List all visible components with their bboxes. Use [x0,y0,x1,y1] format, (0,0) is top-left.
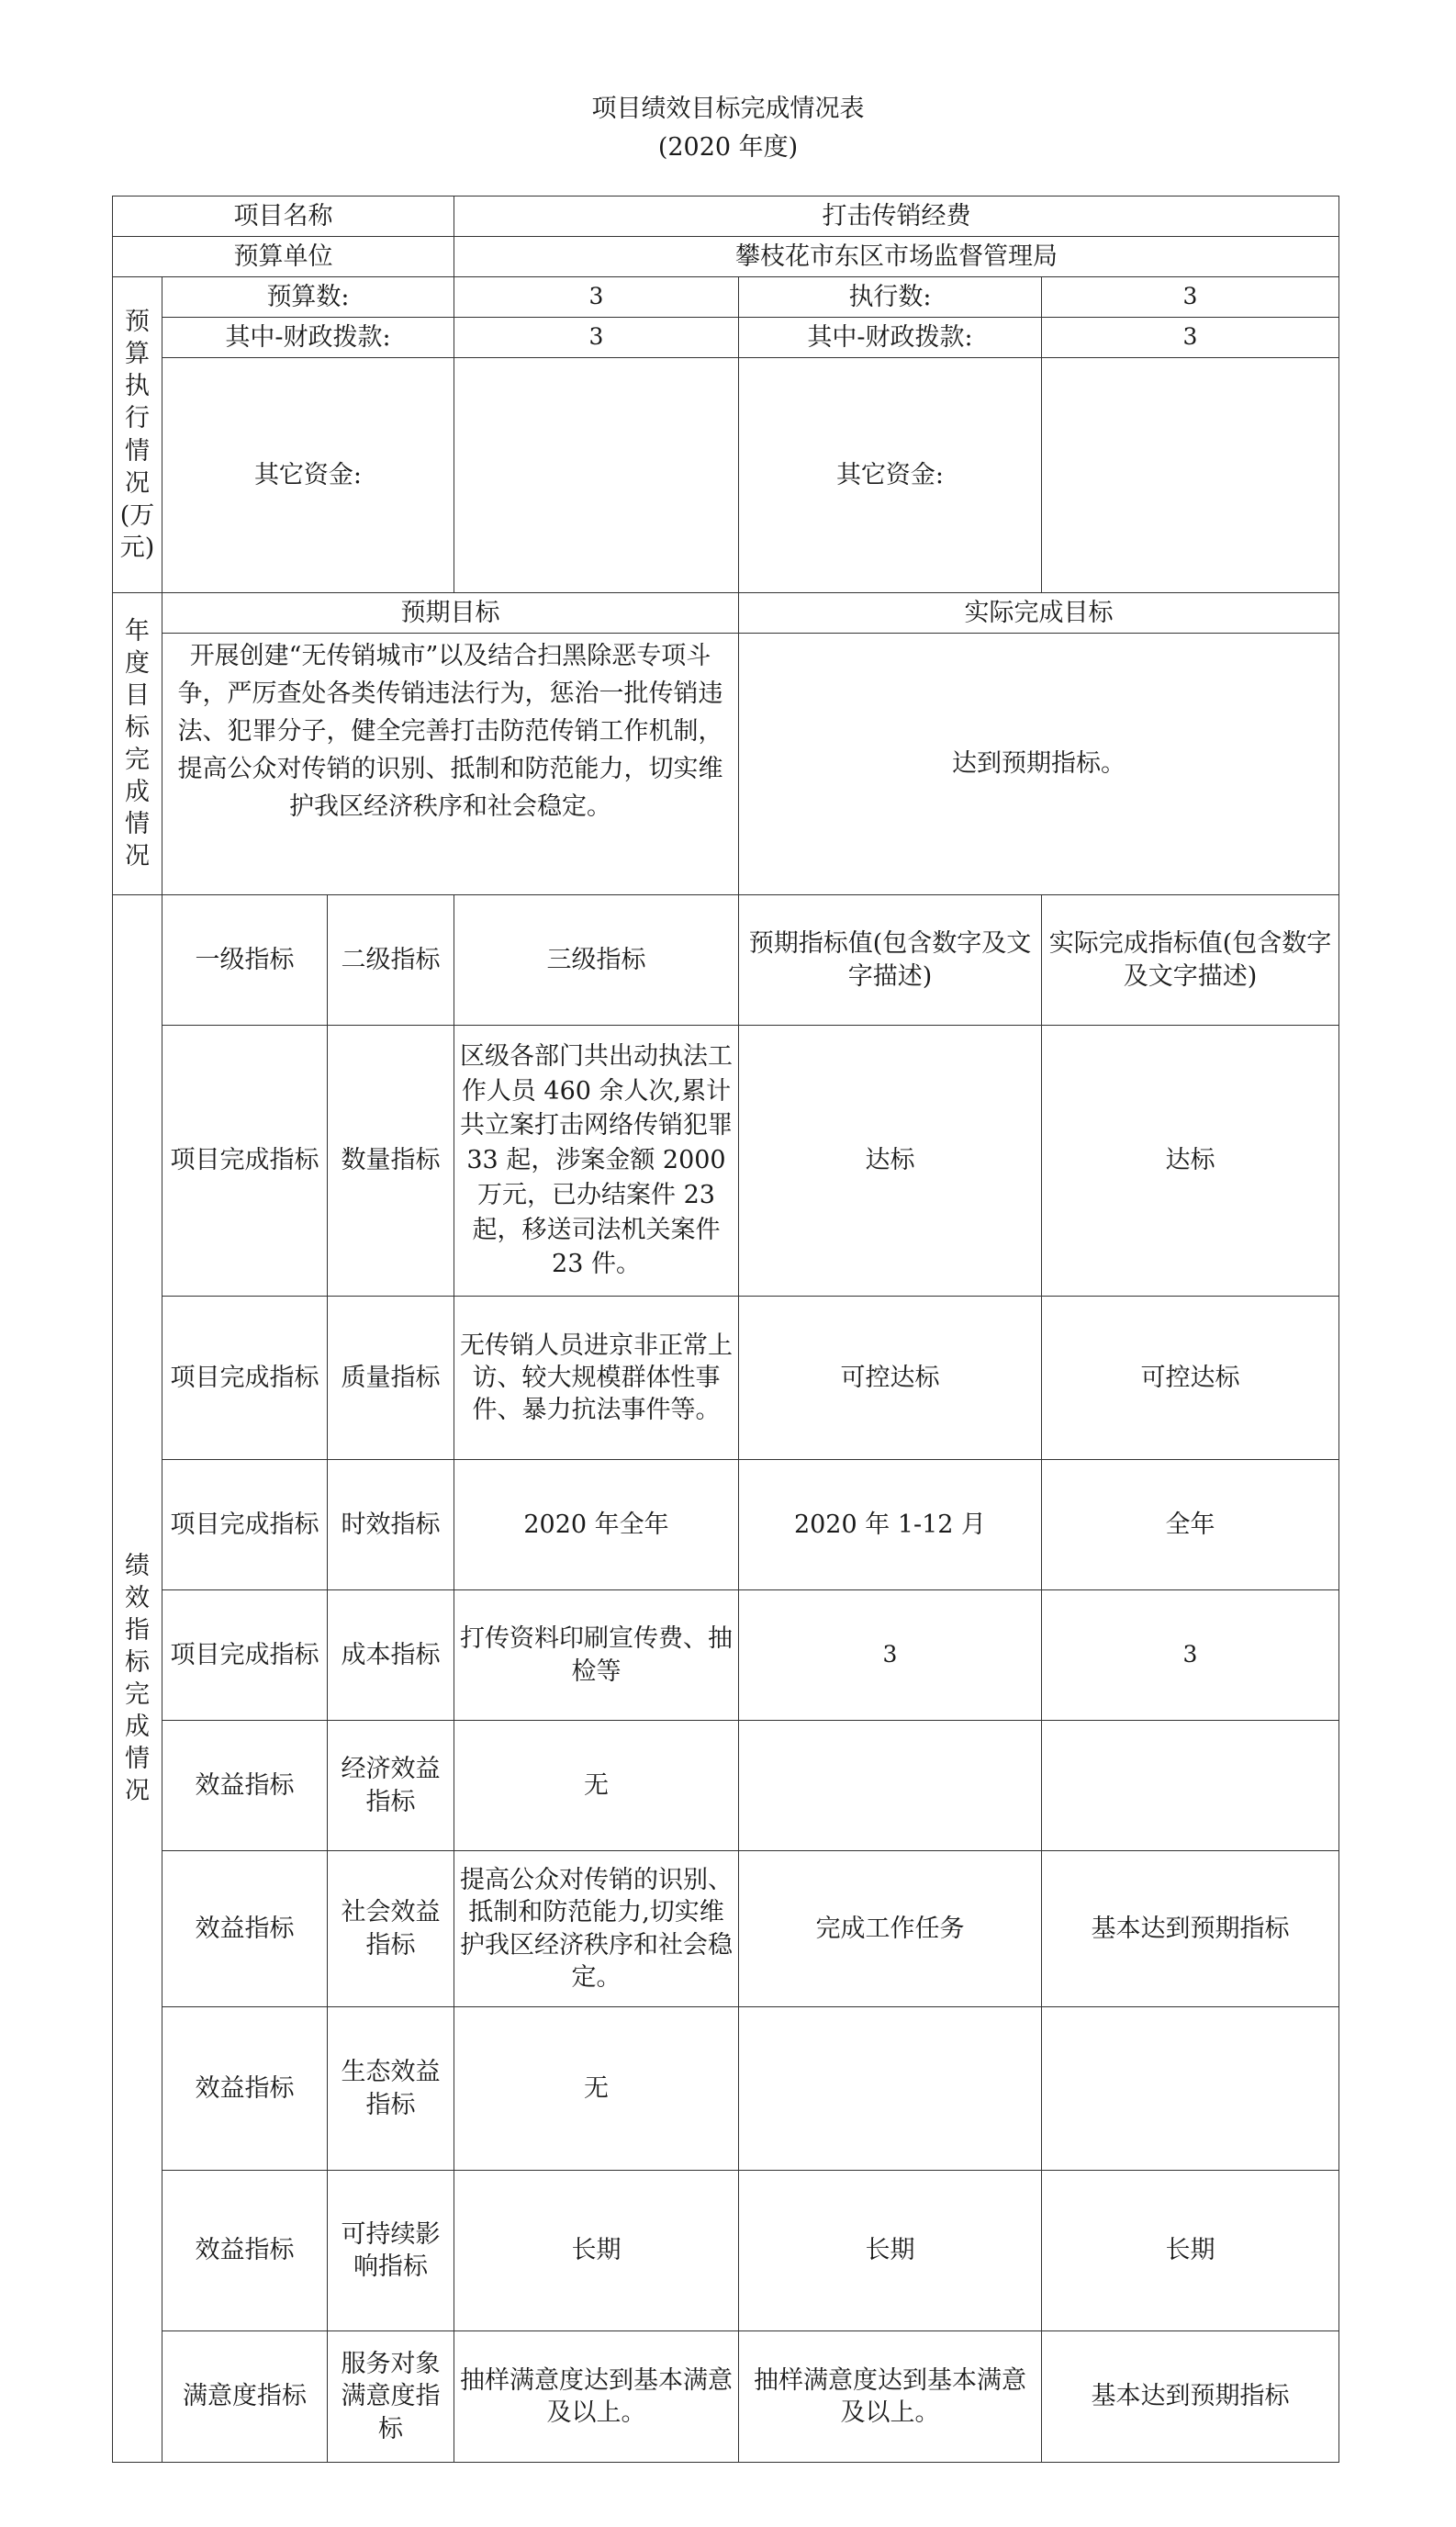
row-level2: 数量指标 [328,1026,454,1297]
row-level1: 满意度指标 [162,2331,328,2463]
row-level1: 项目完成指标 [162,1460,328,1590]
header-level3: 三级指标 [454,895,739,1026]
row-level2: 经济效益指标 [328,1721,454,1851]
performance-table [112,196,1339,2463]
row-level2: 成本指标 [328,1590,454,1721]
row-expected: 抽样满意度达到基本满意及以上。 [739,2331,1042,2463]
actual-goal-header: 实际完成目标 [739,593,1339,634]
row-expected [739,1721,1042,1851]
budget-amount-value: 3 [454,277,739,318]
row-level2: 社会效益指标 [328,1851,454,2007]
header-level1: 一级指标 [162,895,328,1026]
table-row [113,1460,1339,1590]
annual-content-row [113,634,1339,895]
row-expected: 长期 [739,2171,1042,2331]
annual-side-label [113,593,162,895]
row-level3: 无 [454,2007,739,2171]
table-row [113,2331,1339,2463]
table-row [113,2171,1339,2331]
row-actual: 全年 [1042,1460,1339,1590]
row-actual: 达标 [1042,1026,1339,1297]
budget-unit-value: 攀枝花市东区市场监督管理局 [454,237,1339,277]
row-expected: 可控达标 [739,1297,1042,1460]
fiscal-label-right: 其中-财政拨款: [739,318,1042,358]
row-level3: 2020 年全年 [454,1460,739,1590]
row-actual [1042,2007,1339,2171]
performance-side-label [113,895,162,2463]
annual-side-text: 年 度 目 标 完 成 情 况 [125,616,150,871]
row-expected: 达标 [739,1026,1042,1297]
row-expected: 完成工作任务 [739,1851,1042,2007]
other-funds-label-right: 其它资金: [739,358,1042,593]
row-actual: 可控达标 [1042,1297,1339,1460]
fiscal-value-right: 3 [1042,318,1339,358]
budget-side-text: 预 算 执 行 情 况 (万 元) [119,308,155,562]
other-funds-value-left [454,358,739,593]
row-expected: 2020 年 1-12 月 [739,1460,1042,1590]
row-level3: 抽样满意度达到基本满意及以上。 [454,2331,739,2463]
table-row [113,1721,1339,1851]
row-level3: 无传销人员进京非正常上访、较大规模群体性事件、暴力抗法事件等。 [454,1297,739,1460]
expected-goal-text: 开展创建“无传销城市”以及结合扫黑除恶专项斗争，严厉查处各类传销违法行为，惩治一批传销违法、犯罪分子，健全完善打击防范传销工作机制，提高公众对传销的识别、抵制和防范能力，切实维护我区经济秩序和社会稳定。 [162,634,739,895]
row-level2: 生态效益指标 [328,2007,454,2171]
other-funds-value-right [1042,358,1339,593]
row-level3: 提高公众对传销的识别、抵制和防范能力,切实维护我区经济秩序和社会稳定。 [454,1851,739,2007]
project-name-value: 打击传销经费 [454,197,1339,237]
table-row [113,2007,1339,2171]
row-level3: 无 [454,1721,739,1851]
row-level3: 打传资料印刷宣传费、抽检等 [454,1590,739,1721]
project-name-row [113,197,1339,237]
executed-value: 3 [1042,277,1339,318]
header-actual: 实际完成指标值(包含数字及文字描述) [1042,895,1339,1026]
row-actual: 基本达到预期指标 [1042,2331,1339,2463]
project-name-label: 项目名称 [113,197,454,237]
actual-goal-text: 达到预期指标。 [739,634,1339,895]
budget-amount-row [113,277,1339,318]
fiscal-label-left: 其中-财政拨款: [162,318,454,358]
row-level1: 项目完成指标 [162,1026,328,1297]
budget-unit-label: 预算单位 [113,237,454,277]
header-level2: 二级指标 [328,895,454,1026]
row-actual: 3 [1042,1590,1339,1721]
fiscal-row [113,318,1339,358]
other-funds-row [113,358,1339,593]
row-expected: 3 [739,1590,1042,1721]
budget-unit-row [113,237,1339,277]
row-actual: 长期 [1042,2171,1339,2331]
fiscal-value-left: 3 [454,318,739,358]
row-level3: 长期 [454,2171,739,2331]
page-year: (2020 年度) [657,133,799,162]
row-expected [739,2007,1042,2171]
row-level1: 项目完成指标 [162,1590,328,1721]
page-title: 项目绩效目标完成情况表 [591,95,865,123]
performance-side-text: 绩 效 指 标 完 成 情 况 [125,1551,150,1806]
row-level2: 时效指标 [328,1460,454,1590]
table-row [113,1026,1339,1297]
table-row [113,1297,1339,1460]
row-level1: 效益指标 [162,2007,328,2171]
row-actual: 基本达到预期指标 [1042,1851,1339,2007]
budget-amount-label: 预算数: [162,277,454,318]
expected-goal-header: 预期目标 [162,593,739,634]
row-level3: 区级各部门共出动执法工作人员 460 余人次,累计共立案打击网络传销犯罪 33 起，涉案金额 2000 万元，已办结案件 23 起，移送司法机关案件 23 件。 [454,1026,739,1297]
row-level2: 质量指标 [328,1297,454,1460]
executed-label: 执行数: [739,277,1042,318]
table-row [113,1590,1339,1721]
annual-header-row [113,593,1339,634]
row-level2: 服务对象满意度指标 [328,2331,454,2463]
other-funds-label-left: 其它资金: [162,358,454,593]
row-actual [1042,1721,1339,1851]
row-level1: 效益指标 [162,2171,328,2331]
row-level1: 效益指标 [162,1721,328,1851]
header-expected: 预期指标值(包含数字及文字描述) [739,895,1042,1026]
indicator-header-row [113,895,1339,1026]
row-level2: 可持续影响指标 [328,2171,454,2331]
row-level1: 效益指标 [162,1851,328,2007]
table-row [113,1851,1339,2007]
row-level1: 项目完成指标 [162,1297,328,1460]
budget-side-label [113,277,162,593]
